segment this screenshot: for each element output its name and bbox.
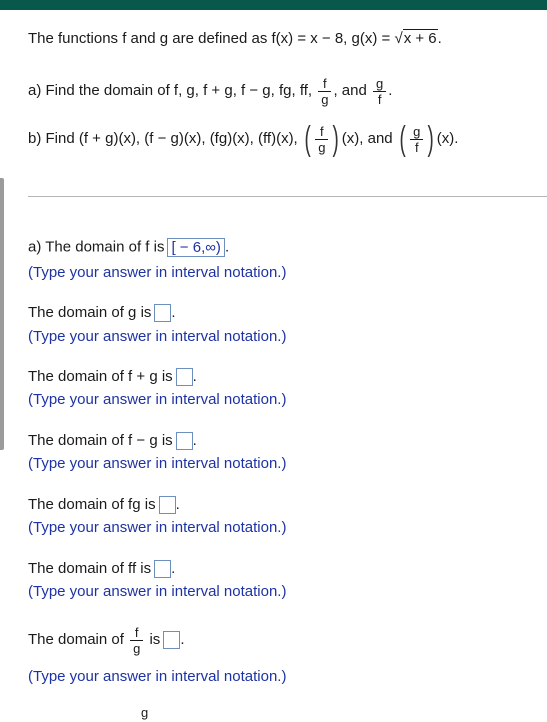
domain-fplusg-row: The domain of f + g is . [28,368,197,385]
part-b-question: b) Find (f + g)(x), (f − g)(x), (fg)(x), (ff)(x), ( $\frac{f}{g}$ ) (x), and ( $\frac{g}{f}$ ) (x). [28,120,459,159]
type-hint: (Type your answer in interval notation.) [28,391,287,408]
domain-g-row: The domain of g is . [28,304,176,321]
left-paren: ( [399,120,406,159]
section-divider [28,196,547,197]
type-hint: (Type your answer in interval notation.) [28,455,287,472]
sqrt-expression: √x + 6 [394,30,437,47]
domain-fminusg-input[interactable] [176,432,193,450]
left-paren: ( [304,120,311,159]
part-a-question: a) Find the domain of f, g, f + g, f − g, fg, ff, $\frac{f}{g}$ , and $\frac{g}{f}$ . [28,75,393,107]
domain-g-input[interactable] [154,304,171,322]
domain-fg-input[interactable] [159,496,176,514]
scrollbar[interactable] [0,178,4,450]
domain-fg-row: The domain of fg is . [28,496,180,513]
domain-f-row: a) The domain of f is [ − 6,∞) . [28,238,230,256]
fraction-f-over-g: $\frac{f}{g}$ [318,77,331,106]
header-bar [0,0,547,10]
domain-f-over-g-row: The domain of $\frac{f}{g}$ is . [28,624,185,656]
type-hint: (Type your answer in interval notation.) [28,668,287,685]
domain-ff-row: The domain of ff is . [28,560,176,577]
type-hint: (Type your answer in interval notation.) [28,264,287,281]
type-hint: (Type your answer in interval notation.) [28,328,287,345]
right-paren: ) [427,120,435,159]
domain-fminusg-row: The domain of f − g is . [28,432,197,449]
fraction-g-over-f-b: $\frac{g}{f}$ [410,125,423,154]
fraction-f-over-g-b: $\frac{f}{g}$ [315,125,328,154]
domain-ff-input[interactable] [154,560,171,578]
domain-f-answer[interactable]: [ − 6,∞) [167,238,224,257]
domain-f-over-g-input[interactable] [163,631,180,649]
fraction-g-over-f: $\frac{g}{f}$ [373,77,386,106]
fraction-f-over-g-answer: $\frac{f}{g}$ [130,626,143,655]
type-hint: (Type your answer in interval notation.) [28,519,287,536]
problem-intro: The functions f and g are defined as f(x) = x − 8, g(x) = √x + 6. [28,30,442,47]
type-hint: (Type your answer in interval notation.) [28,583,287,600]
right-paren: ) [333,120,340,159]
next-fraction-partial: g [141,705,149,720]
domain-fplusg-input[interactable] [176,368,193,386]
